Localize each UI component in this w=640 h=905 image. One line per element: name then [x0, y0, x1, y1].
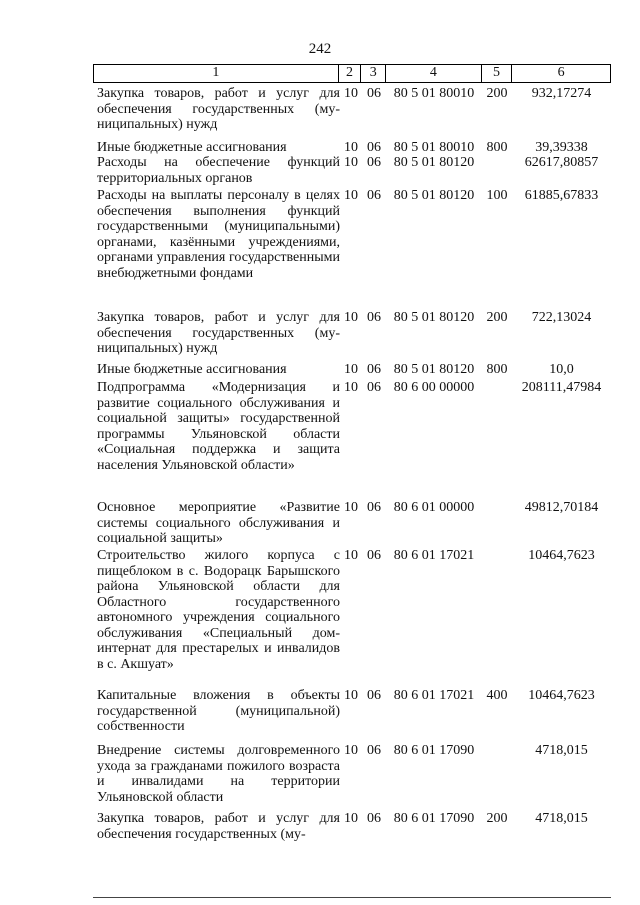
row-subsection: 06 [367, 188, 381, 203]
row-name: Закупка товаров, работ и услуг для обеспечения государственных (муниципальных) нужд [97, 310, 340, 356]
table-row [93, 811, 611, 842]
row-name: Капитальные вложения в объекты государственной (муниципальной) собственности [97, 688, 340, 734]
row-section: 10 [344, 500, 358, 515]
table-row [93, 310, 611, 357]
row-amount: 208111,47984 [521, 380, 602, 395]
budget-table [93, 64, 611, 842]
row-name: Закупка товаров, работ и услуг для обеспечения государственных (муниципальных) нужд [97, 86, 340, 132]
row-subsection: 06 [367, 811, 381, 826]
row-subsection: 06 [367, 155, 381, 170]
row-expense-type: 200 [486, 86, 508, 101]
row-amount: 932,17274 [531, 86, 592, 101]
row-subsection: 06 [367, 86, 381, 101]
row-name: Закупка товаров, работ и услуг для обеспечения государственных (му- [97, 811, 340, 842]
row-subsection: 06 [367, 548, 381, 563]
row-section: 10 [344, 548, 358, 563]
row-amount: 10464,7623 [528, 548, 595, 563]
row-target-code: 80 6 01 17021 [393, 688, 475, 703]
row-expense-type [482, 743, 512, 805]
row-target-code: 80 5 01 80120 [393, 188, 475, 203]
row-target-code: 80 5 01 80120 [393, 310, 475, 325]
table-header-row [93, 64, 611, 83]
row-amount: 4718,015 [535, 811, 588, 826]
row-subsection: 06 [367, 380, 381, 395]
table-row [93, 548, 611, 672]
row-expense-type [482, 380, 512, 473]
row-amount: 722,13024 [531, 310, 592, 325]
row-expense-type: 400 [486, 688, 508, 703]
row-expense-type: 200 [486, 811, 508, 826]
row-name: Внедрение системы долговременного ухода за гражданами пожилого возраста и инвалидами на территории Ульяновской области [97, 743, 340, 805]
table-row [93, 743, 611, 805]
row-expense-type: 800 [486, 362, 508, 377]
row-expense-type [482, 155, 512, 186]
row-section: 10 [344, 86, 358, 101]
header-col-5: 5 [482, 65, 513, 82]
table-row [93, 140, 611, 156]
row-expense-type: 800 [486, 140, 508, 155]
row-expense-type: 200 [486, 310, 508, 325]
row-section: 10 [344, 743, 358, 758]
row-section: 10 [344, 140, 358, 155]
row-subsection: 06 [367, 362, 381, 377]
table-row [93, 188, 611, 281]
row-section: 10 [344, 362, 358, 377]
table-row [93, 155, 611, 186]
row-target-code: 80 5 01 80120 [393, 155, 475, 170]
row-subsection: 06 [367, 743, 381, 758]
page-number: 242 [308, 41, 332, 57]
row-name: Расходы на обеспечение функций территориальных органов [97, 155, 340, 186]
header-col-2: 2 [339, 65, 362, 82]
header-col-4: 4 [386, 65, 482, 82]
table-row [93, 500, 611, 547]
row-name: Основное мероприятие «Развитие системы социального обслуживания и социальной защиты» [97, 500, 340, 546]
row-section: 10 [344, 310, 358, 325]
row-target-code: 80 6 01 17090 [393, 743, 475, 758]
row-target-code: 80 6 00 00000 [393, 380, 475, 395]
row-name: Иные бюджетные ассигнования [97, 140, 287, 155]
row-amount: 61885,67833 [524, 188, 599, 203]
row-target-code: 80 6 01 17021 [393, 548, 475, 563]
table-row [93, 380, 611, 473]
row-section: 10 [344, 688, 358, 703]
row-amount: 49812,70184 [524, 500, 599, 515]
row-section: 10 [344, 155, 358, 170]
row-target-code: 80 5 01 80120 [393, 362, 475, 377]
table-row [93, 86, 611, 133]
row-target-code: 80 6 01 17090 [393, 811, 475, 826]
row-subsection: 06 [367, 688, 381, 703]
row-amount: 62617,80857 [524, 155, 599, 170]
row-section: 10 [344, 811, 358, 826]
row-name: Иные бюджетные ассигнования [97, 362, 287, 377]
row-section: 10 [344, 380, 358, 395]
row-subsection: 06 [367, 140, 381, 155]
row-subsection: 06 [367, 500, 381, 515]
header-col-1: 1 [94, 65, 339, 82]
header-col-6: 6 [557, 65, 565, 80]
row-name: Расходы на выплаты персоналу в целях обеспечения выполнения функций государственными (муниципальными) органами, казёнными учреждениями, органами управления государственными внебюджетными фондами [97, 188, 340, 281]
row-name: Строительство жилого корпуса с пищеблоком в с. Водорацк Барышского района Ульяновской области для Областного государственного автономного учреждения социального обслуживания «Специальный дом-интернат для престарелых и инвалидов в с. Акшуат» [97, 548, 340, 672]
row-target-code: 80 6 01 00000 [393, 500, 475, 515]
row-expense-type: 100 [486, 188, 508, 203]
table-row [93, 688, 611, 735]
row-expense-type [482, 500, 512, 547]
row-name: Подпрограмма «Модернизация и развитие социального обслуживания и социальной защиты» государственной программы Ульяновской области «Социальная поддержка и защита населения Ульяновской области» [97, 380, 340, 473]
row-target-code: 80 5 01 80010 [393, 86, 475, 101]
row-subsection: 06 [367, 310, 381, 325]
table-row [93, 362, 611, 378]
row-amount: 39,39338 [535, 140, 588, 155]
row-section: 10 [344, 188, 358, 203]
row-amount: 10,0 [549, 362, 574, 377]
row-target-code: 80 5 01 80010 [393, 140, 475, 155]
row-amount: 10464,7623 [528, 688, 595, 703]
bottom-rule [93, 897, 611, 898]
row-expense-type [482, 548, 512, 672]
header-col-3: 3 [361, 65, 386, 82]
row-amount: 4718,015 [535, 743, 588, 758]
